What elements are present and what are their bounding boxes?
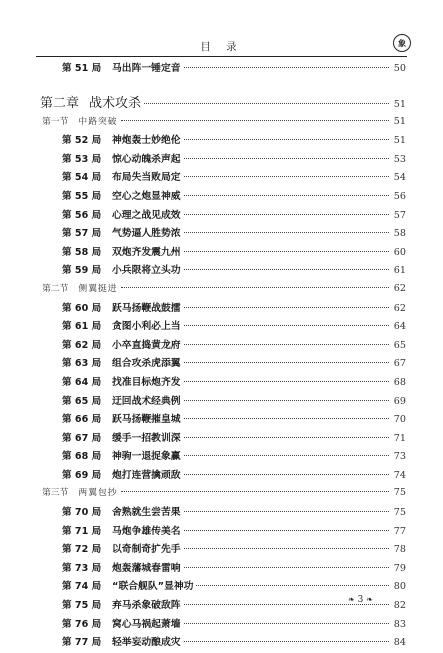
entry-title: 轻举妄动酿成灾	[112, 637, 181, 649]
dot-leader	[184, 641, 389, 642]
entry-label: 第 74 局	[62, 581, 102, 593]
entry-title: 神炮轰士妙绝伦	[112, 135, 181, 147]
entry-title: 马炮争雄传美名	[112, 525, 181, 537]
entry-label: 第 62 局	[62, 339, 102, 351]
entry-label: 第 70 局	[62, 507, 102, 519]
entry-label: 第 77 局	[62, 637, 102, 649]
entry-title: 战术攻杀	[89, 95, 142, 111]
entry-label: 第 58 局	[62, 246, 102, 258]
entry-title: 小卒直捣黄龙府	[112, 339, 181, 351]
toc-entry[interactable]	[40, 337, 406, 356]
dot-leader	[184, 325, 389, 326]
header-title: 目 录	[200, 41, 243, 53]
entry-page-number: 67	[393, 358, 406, 370]
toc-entry[interactable]	[40, 448, 406, 467]
entry-page-number: 73	[393, 451, 406, 463]
dot-leader	[184, 307, 389, 308]
toc-entry[interactable]	[40, 467, 406, 486]
entry-page-number: 61	[393, 265, 406, 277]
section-heading[interactable]	[40, 281, 406, 300]
entry-page-number: 51	[393, 115, 406, 127]
entry-label: 第二节	[42, 283, 69, 294]
dot-leader	[121, 120, 389, 121]
entry-page-number: 57	[393, 209, 406, 221]
entry-label: 第二章	[40, 95, 80, 111]
dot-leader	[184, 455, 389, 456]
entry-page-number: 80	[393, 581, 406, 593]
dot-leader	[184, 176, 389, 177]
entry-label: 第 52 局	[62, 135, 102, 147]
entry-page-number: 74	[393, 469, 406, 481]
toc-entry[interactable]	[40, 393, 406, 412]
entry-title: 空心之炮显神威	[112, 190, 181, 202]
footer-ornament-right: ❧	[366, 595, 373, 604]
toc-entry[interactable]	[40, 60, 406, 79]
entry-title: 弃马杀象破敌阵	[112, 600, 181, 612]
dot-leader	[184, 530, 389, 531]
entry-page-number: 79	[393, 562, 406, 574]
toc-entry[interactable]	[40, 262, 406, 281]
toc-entry[interactable]	[40, 541, 406, 560]
entry-title: 缓手一招教训深	[112, 432, 181, 444]
dot-leader	[184, 623, 389, 624]
entry-title: 中路突破	[78, 116, 118, 127]
entry-title: 心理之战见成效	[112, 209, 181, 221]
entry-title: 炮打连营擒顽敌	[112, 469, 181, 481]
toc-entry[interactable]	[40, 132, 406, 151]
toc-entry[interactable]	[40, 616, 406, 635]
toc-entry[interactable]	[40, 207, 406, 226]
entry-page-number: 83	[393, 618, 406, 630]
entry-page-number: 58	[393, 228, 406, 240]
entry-label: 第 68 局	[62, 451, 102, 463]
toc-entry[interactable]	[40, 355, 406, 374]
entry-page-number: 51	[393, 135, 406, 147]
toc-entry[interactable]	[40, 523, 406, 542]
dot-leader	[184, 381, 389, 382]
entry-page-number: 56	[393, 190, 406, 202]
entry-page-number: 70	[393, 414, 406, 426]
entry-title: 神驹一退捉象赢	[112, 451, 181, 463]
toc-entry[interactable]	[40, 374, 406, 393]
entry-title: 组合攻杀虎添翼	[112, 358, 181, 370]
dot-leader	[184, 400, 389, 401]
entry-label: 第 67 局	[62, 432, 102, 444]
entry-title: 舍熟就生尝苦果	[112, 507, 181, 519]
entry-page-number: 82	[393, 600, 406, 612]
entry-title: 窝心马祸起萧墙	[112, 618, 181, 630]
entry-label: 第三节	[42, 488, 69, 499]
entry-page-number: 65	[393, 339, 406, 351]
entry-page-number: 84	[393, 637, 406, 649]
entry-label: 第 76 局	[62, 618, 102, 630]
entry-label: 第 51 局	[62, 63, 102, 74]
dot-leader	[184, 548, 389, 549]
entry-page-number: 64	[393, 321, 406, 333]
entry-title: 迂回战术经典例	[112, 395, 181, 407]
dot-leader	[184, 269, 389, 270]
toc-entry[interactable]	[40, 430, 406, 449]
entry-title: 双炮齐发震九州	[112, 246, 181, 258]
toc-entry[interactable]	[40, 318, 406, 337]
dot-leader	[184, 158, 389, 159]
page-number: 3	[357, 595, 364, 605]
dot-leader	[184, 139, 389, 140]
entry-label: 第 73 局	[62, 562, 102, 574]
entry-label: 第 75 局	[62, 600, 102, 612]
dot-leader	[184, 567, 389, 568]
dot-leader	[184, 344, 389, 345]
entry-page-number: 62	[393, 282, 406, 294]
entry-label: 第 61 局	[62, 321, 102, 333]
toc-entry[interactable]	[40, 188, 406, 207]
chess-piece-icon: 象	[393, 34, 411, 52]
entry-title: 跃马扬鞭战鼓擂	[112, 302, 181, 314]
dot-leader	[184, 232, 389, 233]
section-heading[interactable]	[40, 114, 406, 133]
dot-leader	[184, 67, 389, 68]
toc-entry[interactable]	[40, 169, 406, 188]
entry-title: “联合舰队”显神功	[112, 581, 194, 593]
entry-page-number: 77	[393, 525, 406, 537]
entry-label: 第 56 局	[62, 209, 102, 221]
entry-title: 跃马扬鞭摧皇城	[112, 414, 181, 426]
toc-entry[interactable]	[40, 151, 406, 170]
dot-leader	[184, 437, 389, 438]
entry-label: 第 57 局	[62, 228, 102, 240]
dot-leader	[121, 287, 389, 288]
toc-entry[interactable]	[40, 560, 406, 579]
footer-ornament-left: ❧	[348, 595, 355, 604]
section-heading[interactable]	[40, 485, 406, 504]
spacer	[40, 79, 406, 85]
dot-leader	[196, 585, 389, 586]
entry-label: 第 55 局	[62, 190, 102, 202]
entry-label: 第 63 局	[62, 358, 102, 370]
entry-page-number: 75	[393, 507, 406, 519]
entry-label: 第 69 局	[62, 469, 102, 481]
dot-leader	[184, 195, 389, 196]
dot-leader	[121, 491, 389, 492]
dot-leader	[184, 251, 389, 252]
dot-leader	[184, 418, 389, 419]
page-header	[36, 38, 407, 57]
entry-page-number: 71	[393, 432, 406, 444]
toc-entry[interactable]	[40, 244, 406, 263]
entry-label: 第 72 局	[62, 544, 102, 556]
entry-page-number: 51	[393, 98, 406, 110]
toc-entry[interactable]	[40, 504, 406, 523]
entry-label: 第一节	[42, 116, 69, 127]
entry-label: 第 54 局	[62, 172, 102, 184]
entry-title: 侧翼挺进	[78, 283, 118, 294]
entry-page-number: 68	[393, 376, 406, 388]
entry-label: 第 65 局	[62, 395, 102, 407]
entry-title: 炮轰藩城春雷响	[112, 562, 181, 574]
toc-entry[interactable]	[40, 634, 406, 653]
chapter-heading[interactable]	[40, 92, 406, 114]
page-footer	[348, 595, 373, 605]
entry-page-number: 75	[393, 487, 406, 499]
entry-title: 小兵限将立头功	[112, 265, 181, 277]
entry-label: 第 64 局	[62, 376, 102, 388]
entry-page-number: 50	[393, 63, 406, 74]
entry-label: 第 71 局	[62, 525, 102, 537]
entry-title: 以奇制奇扩先手	[112, 544, 181, 556]
entry-page-number: 69	[393, 395, 406, 407]
toc-entry[interactable]	[40, 300, 406, 319]
dot-leader	[184, 214, 389, 215]
dot-leader	[144, 103, 389, 104]
entry-page-number: 60	[393, 246, 406, 258]
entry-title: 布局失当败局定	[112, 172, 181, 184]
entry-label: 第 53 局	[62, 153, 102, 165]
dot-leader	[184, 474, 389, 475]
toc-entry[interactable]	[40, 225, 406, 244]
entry-title: 贪图小利必上当	[112, 321, 181, 333]
entry-page-number: 54	[393, 172, 406, 184]
entry-label: 第 60 局	[62, 302, 102, 314]
entry-page-number: 53	[393, 153, 406, 165]
entry-page-number: 78	[393, 544, 406, 556]
entry-title: 惊心动魄杀声起	[112, 153, 181, 165]
table-of-contents	[40, 60, 406, 653]
entry-title: 马出阵一锤定音	[112, 63, 181, 74]
entry-page-number: 62	[393, 302, 406, 314]
entry-title: 两翼包抄	[78, 488, 118, 499]
dot-leader	[184, 362, 389, 363]
entry-label: 第 66 局	[62, 414, 102, 426]
entry-label: 第 59 局	[62, 265, 102, 277]
toc-entry[interactable]	[40, 411, 406, 430]
entry-title: 气势逼人胜势浓	[112, 228, 181, 240]
entry-title: 找准目标炮齐发	[112, 376, 181, 388]
dot-leader	[184, 511, 389, 512]
